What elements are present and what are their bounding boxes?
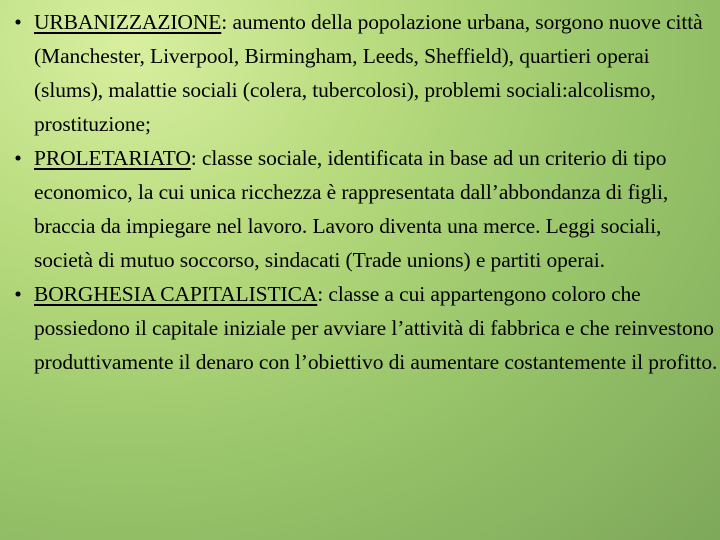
bullet-icon: •	[14, 282, 22, 306]
bullet-text: : classe a cui appartengono coloro che possiedono il capitale iniziale per avviare l’attività di fabbrica e che reinvestono produttivamente il denaro con l’obiettivo di aumentare costantemente il profitto.	[34, 282, 718, 374]
bullet-term: PROLETARIATO	[34, 146, 191, 170]
bullet-term: URBANIZZAZIONE	[34, 10, 222, 34]
bullet-list	[6, 5, 718, 379]
bullet-icon: •	[14, 146, 22, 170]
bullet-icon: •	[14, 10, 22, 34]
bullet-borghesia-capitalistica	[6, 277, 718, 379]
bullet-text: : aumento della popolazione urbana, sorgono nuove città (Manchester, Liverpool, Birmingham, Leeds, Sheffield), quartieri operai (slums), malattie sociali (colera, tubercolosi), problemi sociali:alcolismo, prostituzione;	[34, 10, 703, 136]
bullet-urbanizzazione	[6, 5, 718, 141]
bullet-term: BORGHESIA CAPITALISTICA	[34, 282, 318, 306]
bullet-text: : classe sociale, identificata in base ad un criterio di tipo economico, la cui unica ricchezza è rappresentata dall’abbondanza di figli, braccia da impiegare nel lavoro. Lavoro diventa una merce. Leggi sociali, società di mutuo soccorso, sindacati (Trade unions) e partiti operai.	[34, 146, 669, 272]
bullet-proletariato	[6, 141, 718, 277]
